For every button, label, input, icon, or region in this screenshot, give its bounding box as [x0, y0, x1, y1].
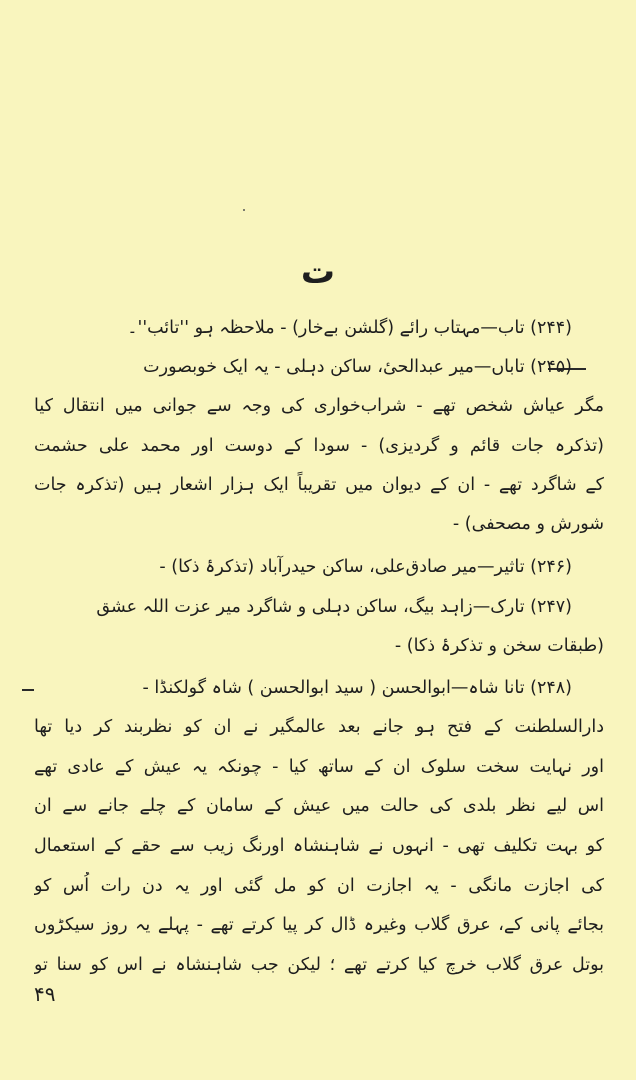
entry-248-line-5: کو بہت تکلیف تھی - انہوں نے شاہنشاہ اورنگ زیب سے حقے کے استعمال [34, 836, 604, 856]
entry-248-line-1: (۲۴۸) تانا شاہ—ابوالحسن ( سید ابوالحسن ) شاہ گولکنڈا - [142, 678, 572, 698]
entry-246-line-1: (۲۴۶) تاثیر—میر صادق‌علی، ساکن حیدرآباد (تذکرۂ ذکا) - [159, 557, 572, 577]
entry-245-line-2: مگر عیاش شخص تھے - شراب‌خواری کی وجہ سے جوانی میں انتقال کیا [34, 396, 604, 416]
entry-248-line-8: بوتل عرق گلاب خرچ کیا کرتے تھے ؛ لیکن جب شاہنشاہ نے اس کو سنا تو [34, 955, 604, 975]
margin-dash-mark [22, 689, 34, 691]
entry-245-line-1: (۲۴۵) تاباں—میر عبدالحیٔ، ساکن دہلی - یہ ایک خوبصورت [143, 357, 572, 377]
entry-248-line-3: اور نہایت سخت سلوک ان کے ساتھ کیا - چونکہ یہ عیش کے عادی تھے [34, 757, 604, 777]
entry-247-line-2: (طبقات سخن و تذکرۂ ذکا) - [394, 636, 604, 656]
ink-speck [243, 209, 245, 211]
entry-247-line-1: (۲۴۷) تارک—زاہد بیگ، ساکن دہلی و شاگرد میر عزت اللہ عشق [96, 597, 572, 617]
entry-248-line-4: اس لیے نظر بلدی کی حالت میں عیش کے سامان کے چلے جانے سے ان [34, 796, 604, 816]
entry-245-line-4: کے شاگرد تھے - ان کے دیوان میں تقریباً ایک ہزار اشعار ہیں (تذکرہ جات [34, 475, 604, 495]
section-letter-heading: ت [300, 252, 336, 292]
entry-248-line-2: دارالسلطنت کے فتح ہو جانے بعد عالمگیر نے ان کو نظربند کر دیا تھا [34, 717, 604, 737]
entry-245-line-3: (تذکرہ جات قائم و گردیزی) - سودا کے دوست اور محمد علی حشمت [34, 436, 604, 456]
page-number: ۴۹ [34, 982, 56, 1006]
entry-248-line-7: بجائے پانی کے، عرق گلاب وغیرہ ڈال کر پیا کرتے تھے - پہلے یہ روز سیکڑوں [34, 915, 604, 935]
entry-245-line-5: شورش و مصحفی) - [452, 514, 604, 534]
entry-248-line-6: کی اجازت مانگی - یہ اجازت ان کو مل گئی اور یہ دن رات اُس کو [34, 876, 604, 896]
entry-244-line-1: (۲۴۴) تاب—مہتاب رائے (گلشن بےخار) - ملاحظہ ہو ''تائب''۔ [127, 318, 572, 338]
